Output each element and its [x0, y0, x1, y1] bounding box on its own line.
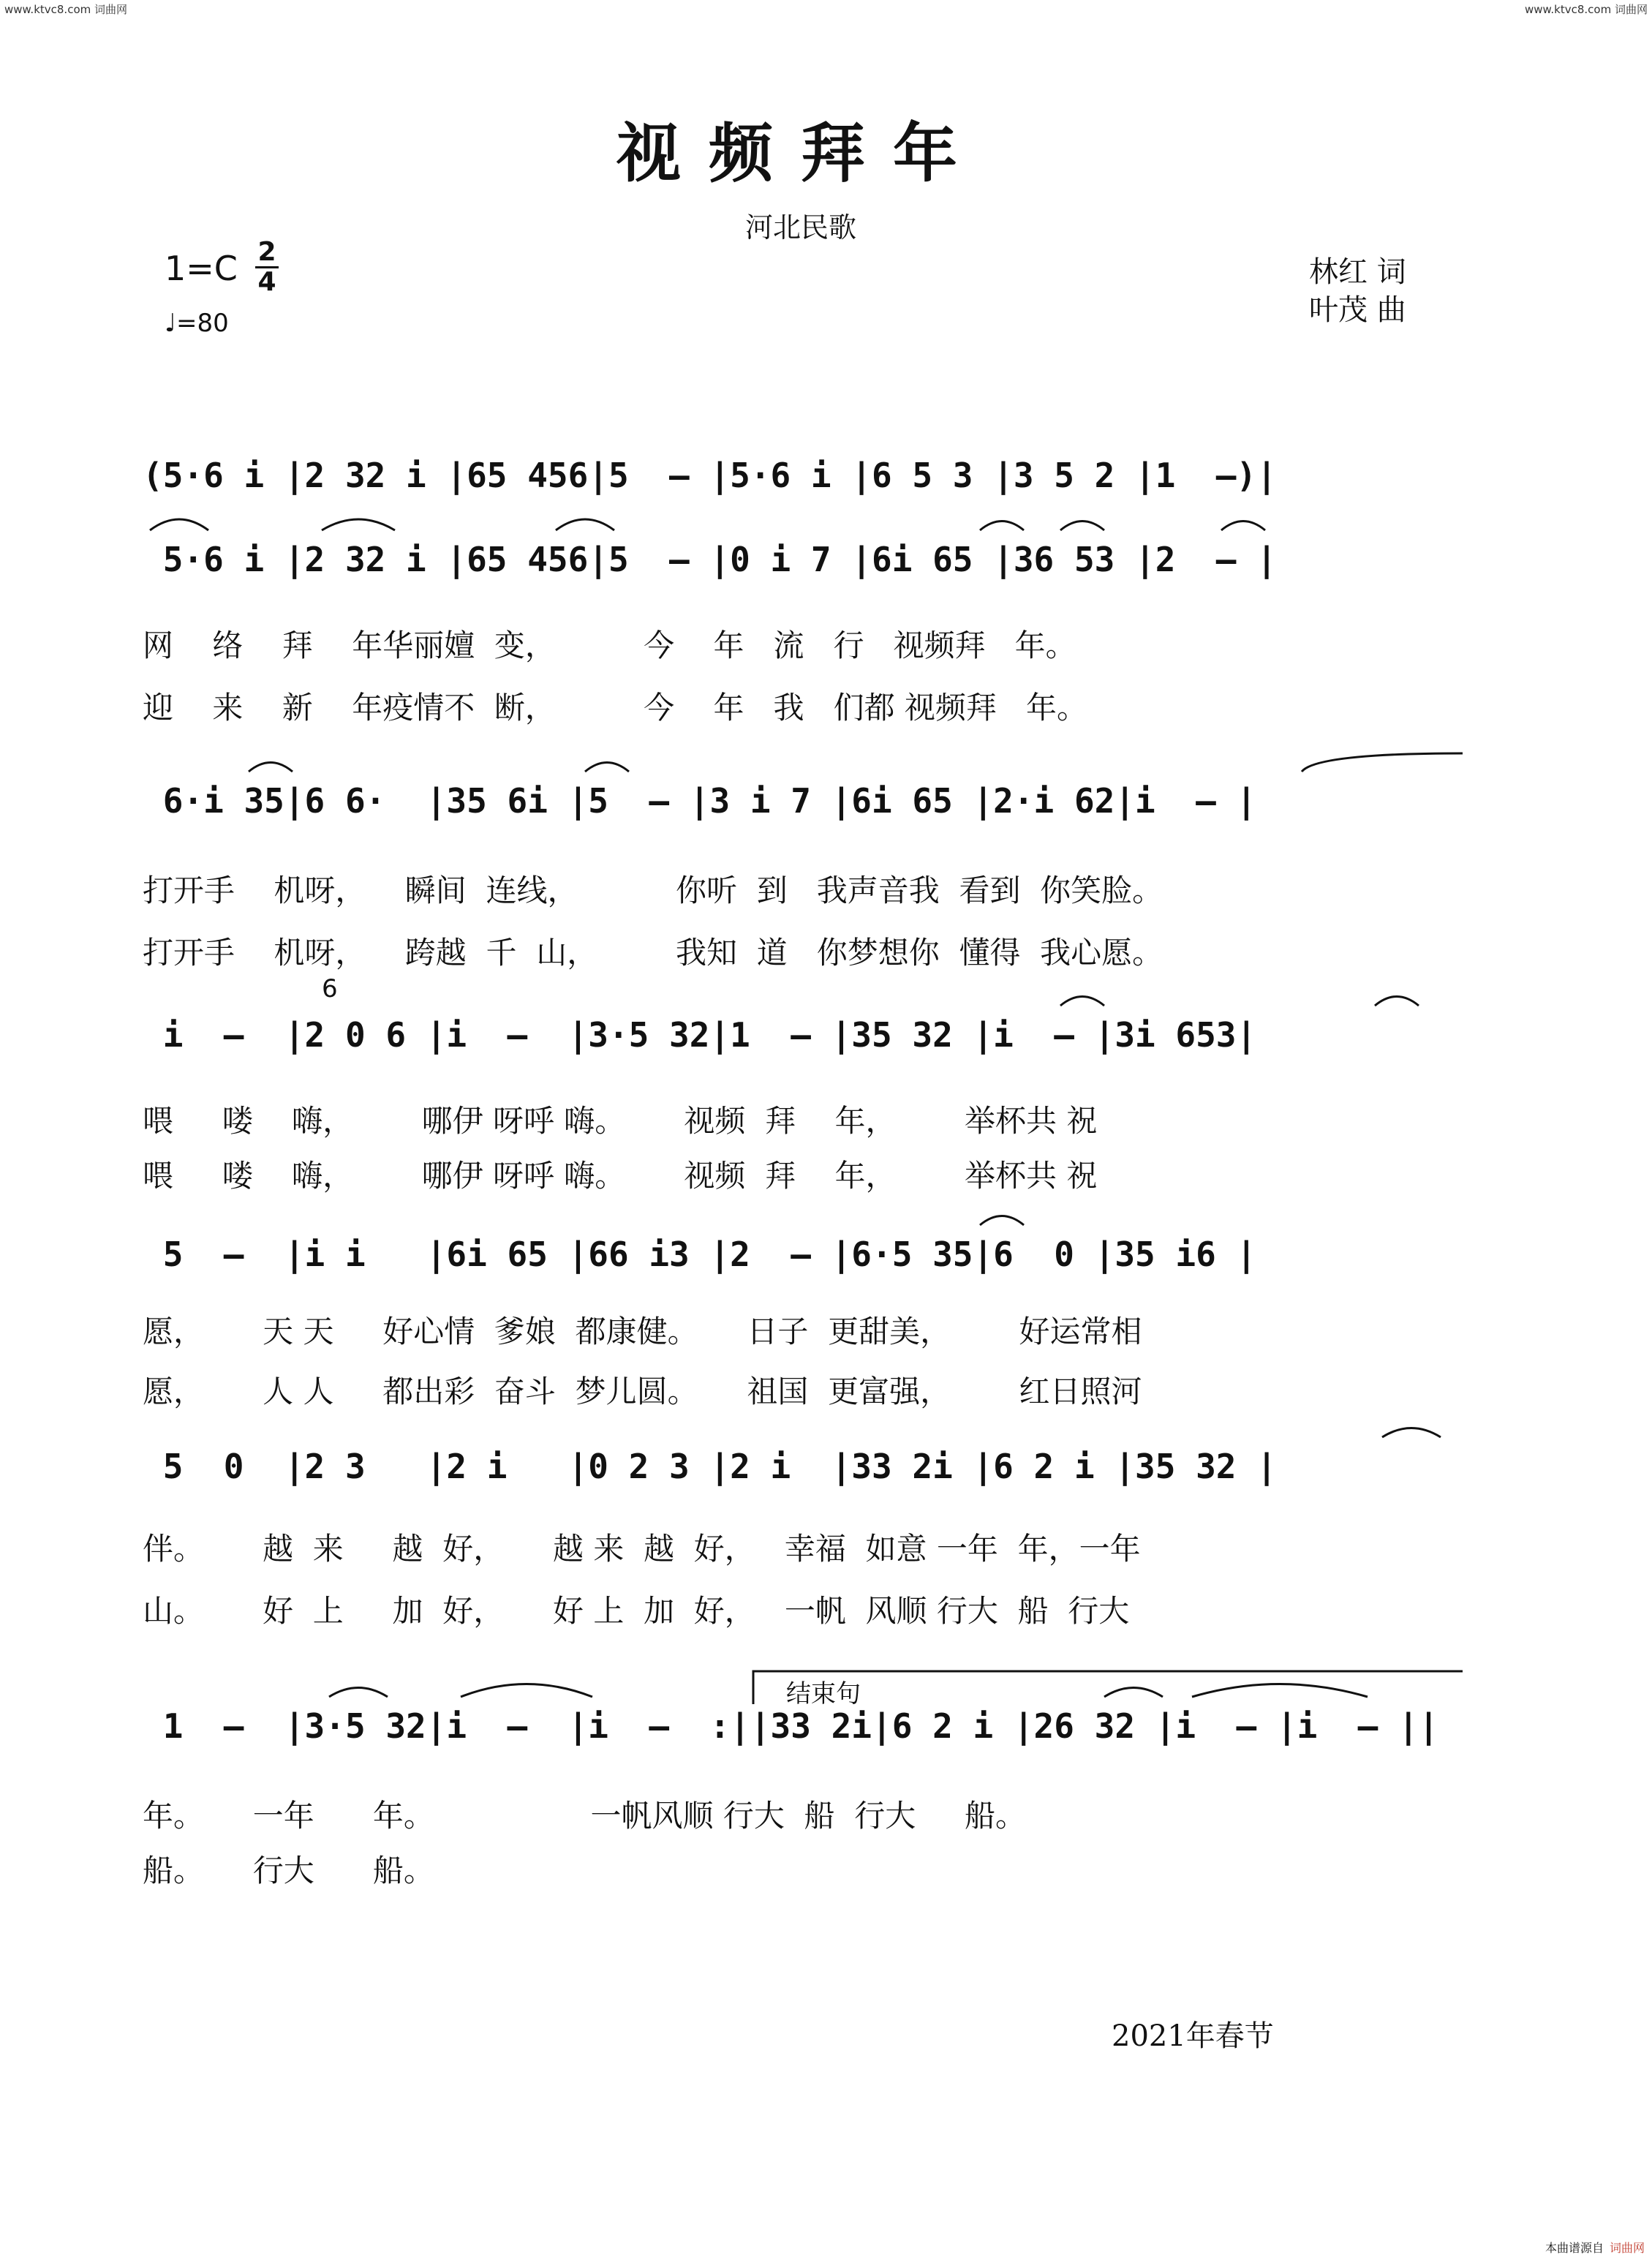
slur-6 [1221, 521, 1265, 531]
notes-row-7: 1 – |3·5 32|i – |i – :||33 2i|6 2 i |26 32 |i – |i – || [143, 1706, 1439, 1746]
lyric-line-1b: 迎 来 新 年疫情不 断， 今 年 我 们都 视频拜 年。 [143, 690, 1087, 726]
slur-8 [585, 763, 629, 772]
slur-16 [1104, 1688, 1163, 1698]
lyric-line-3a: 喂 喽 嗨， 哪伊 呀呼 嗨。 视频 拜 年， 举杯共 祝 [143, 1103, 1098, 1139]
lyric-line-2a: 打开手 机呀， 瞬间 连线， 你听 到 我声音我 看到 你笑脸。 [143, 873, 1163, 908]
lyric-line-1a: 网 络 拜 年华丽嬗 变， 今 年 流 行 视频拜 年。 [143, 628, 1076, 663]
composer-credit: 叶茂 曲 [1309, 293, 1406, 327]
time-top: 2 [257, 237, 276, 267]
slur-2 [322, 519, 395, 530]
footer-text: 本曲谱源自 [1544, 2241, 1604, 2255]
lyric-line-4a: 愿， 天 天 好心情 爹娘 都康健。 日子 更甜美， 好运常相 [143, 1314, 1142, 1349]
slur-15 [461, 1684, 592, 1698]
slur-13 [1382, 1428, 1441, 1438]
lyric-line-6b: 船。 行大 船。 [143, 1853, 434, 1888]
notes-row-5: 5 – |i i |6i 65 |66 i3 |2 – |6·5 35|6 0 |35 i6 | [143, 1235, 1257, 1274]
tempo-marking: ♩=80 [165, 309, 229, 338]
lyricist-credit: 林红 词 [1309, 255, 1406, 289]
time-bottom: 4 [257, 267, 276, 297]
slur-9 [1302, 753, 1463, 772]
slur-10 [1060, 997, 1104, 1006]
slur-5 [1060, 521, 1104, 531]
notes-row-1: (5·6 i |2 32 i |65 456|5 – |5·6 i |6 5 3 |3 5 2 |1 –)| [143, 456, 1277, 495]
key-signature: 1=C [165, 249, 238, 288]
footer-source [1545, 2239, 1645, 2256]
slur-3 [556, 519, 614, 530]
slur-17 [1192, 1684, 1368, 1698]
lyric-line-3b: 喂 喽 嗨， 哪伊 呀呼 嗨。 视频 拜 年， 举杯共 祝 [143, 1158, 1098, 1194]
slur-12 [980, 1216, 1024, 1226]
notes-row-4: i – |2 0 6 |i – |3·5 32|1 – |35 32 |i – |3i 653| [143, 1015, 1257, 1055]
watermark-left: www.ktvc8.com 词曲网 [4, 3, 128, 16]
slur-4 [980, 521, 1024, 531]
footer-brand: 词曲网 [1609, 2241, 1645, 2255]
song-title: 视频拜年 [616, 115, 985, 191]
date-line: 2021年春节 [1112, 2019, 1274, 2053]
watermark-right: www.ktvc8.com 词曲网 [1524, 3, 1648, 16]
ending-bracket [753, 1671, 1463, 1704]
lyric-line-4b: 愿， 人 人 都出彩 奋斗 梦儿圆。 祖国 更富强， 红日照河 [143, 1374, 1142, 1409]
notes-row-3: 6·i 35|6 6· |35 6i |5 – |3 i 7 |6i 65 |2·i 62|i – | [143, 781, 1257, 821]
tuplet-label: 6 [322, 974, 338, 1003]
ending-label: 结束句 [786, 1679, 861, 1709]
slur-7 [249, 763, 293, 772]
notes-row-6: 5 0 |2 3 |2 i |0 2 3 |2 i |33 2i |6 2 i |35 32 | [143, 1447, 1277, 1486]
notes-row-2: 5·6 i |2 32 i |65 456|5 – |0 i 7 |6i 65 |36 53 |2 – | [143, 540, 1277, 579]
song-subtitle: 河北民歌 [744, 211, 856, 244]
lyric-line-5b: 山。 好 上 加 好， 好 上 加 好， 一帆 风顺 行大 船 行大 [143, 1593, 1130, 1629]
slur-14 [329, 1688, 388, 1698]
lyric-line-6a: 年。 一年 年。 一帆风顺 行大 船 行大 船。 [143, 1798, 1026, 1834]
lyric-line-5a: 伴。 越 来 越 好， 越 来 越 好， 幸福 如意 一年 年，一年 [143, 1531, 1141, 1567]
lyric-line-2b: 打开手 机呀， 跨越 千 山， 我知 道 你梦想你 懂得 我心愿。 [143, 935, 1163, 971]
slur-11 [1375, 997, 1419, 1006]
slur-1 [150, 519, 208, 530]
